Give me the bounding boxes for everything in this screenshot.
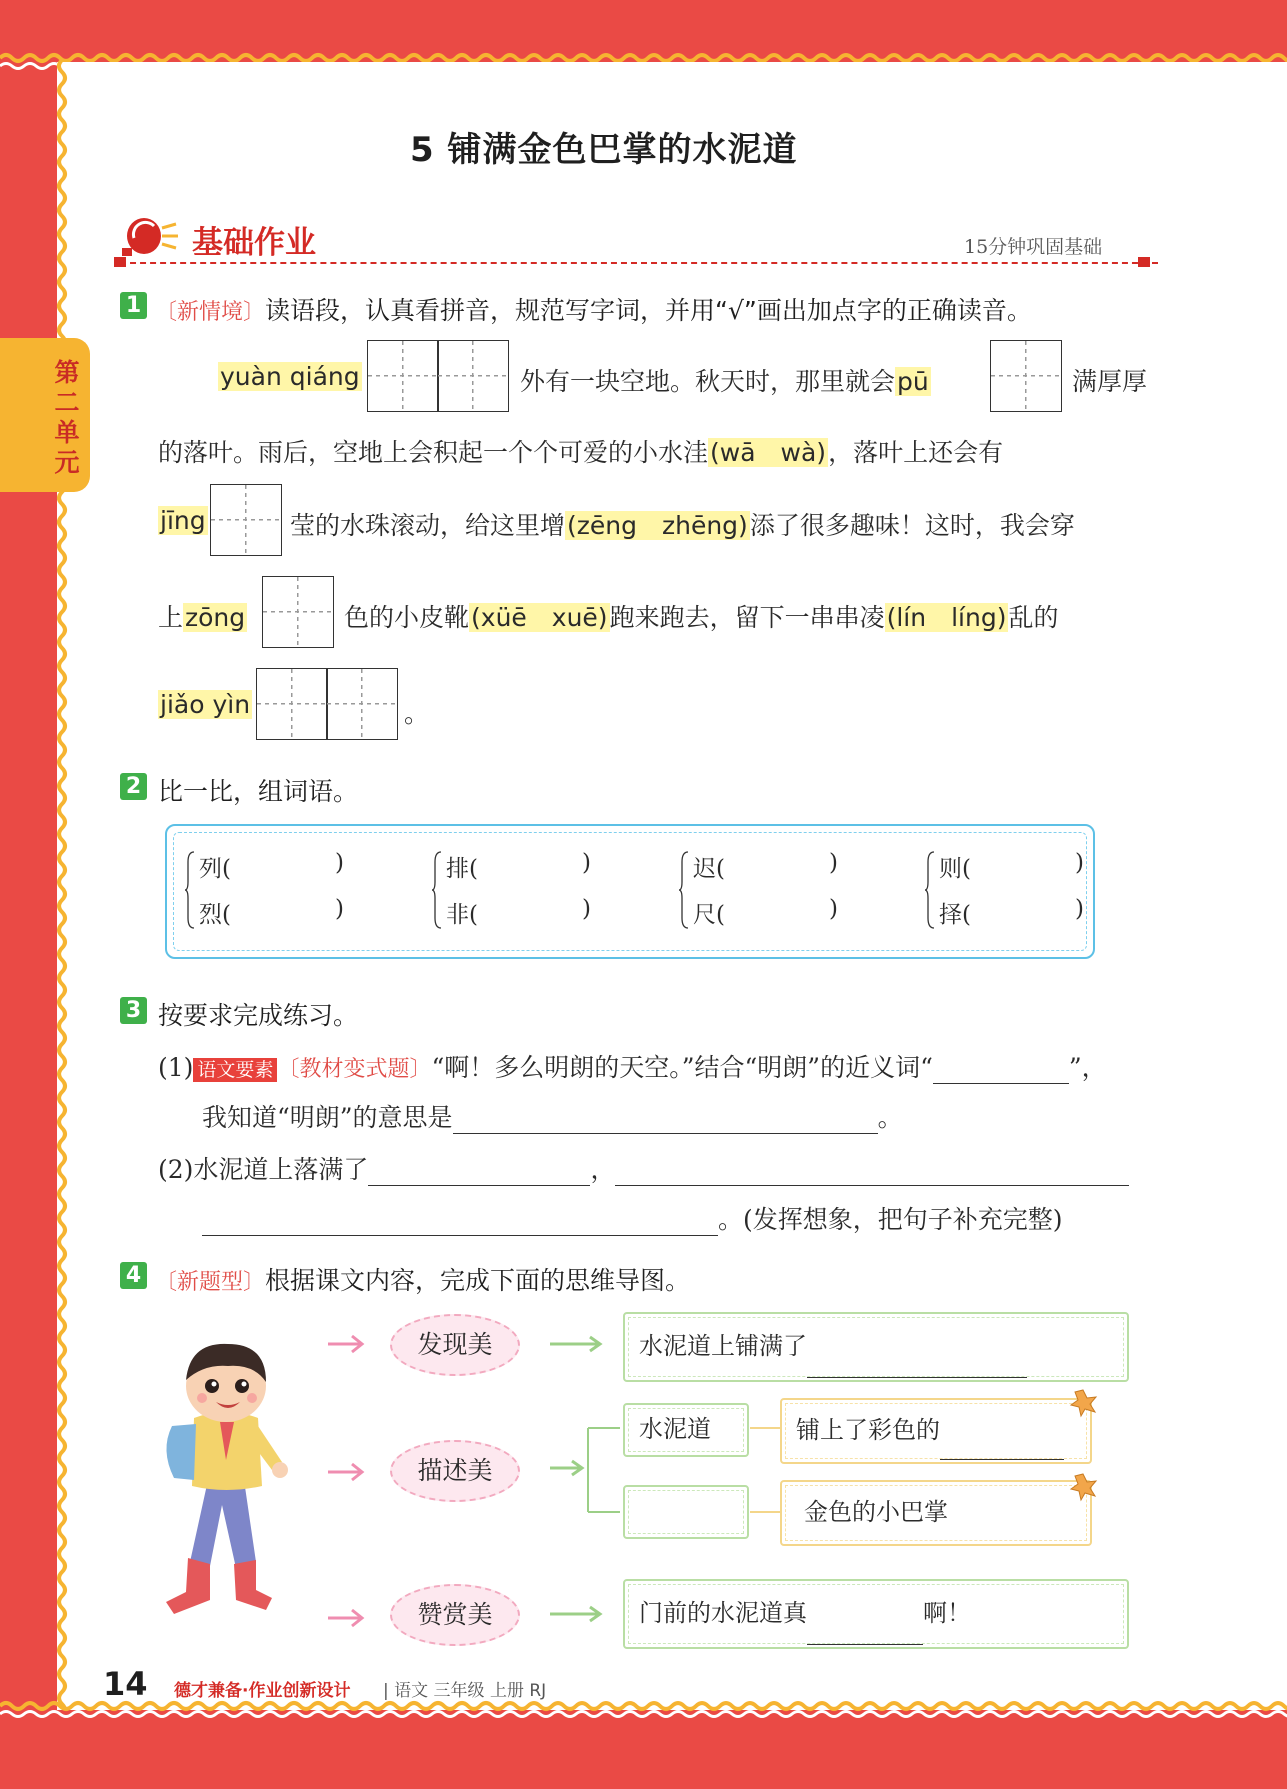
q1-text11: 。 (404, 699, 430, 728)
section-time-note: 15分钟巩固基础 (964, 236, 1103, 258)
question-1-tag: 〔新情境〕 (155, 300, 266, 325)
lesson-title: 5 铺满金色巴掌的水泥道 (410, 130, 798, 170)
box-inner-border (628, 1584, 1124, 1644)
paren-close: ) (829, 896, 838, 922)
pinyin-zong: zōng (185, 603, 246, 632)
q1-text6: 添了很多趣味！这时，我会穿 (749, 511, 1075, 540)
mindmap-box-colorful (780, 1398, 1092, 1464)
pair-char-bottom: 非( (446, 902, 478, 928)
writing-box[interactable] (262, 576, 334, 648)
node-discover-beauty: 发现美 (390, 1314, 520, 1376)
pair-char-bottom: 烈( (199, 902, 231, 928)
word-compare-panel (165, 824, 1095, 959)
footer-book-info: | 语文 三年级 上册 RJ (383, 1681, 547, 1701)
paren-close: ) (582, 896, 591, 922)
q1-text1: 外有一块空地。秋天时，那里就会 (520, 367, 896, 396)
reading-options-xue[interactable]: (xüē xuē) (471, 603, 608, 632)
mindmap-box-praise (623, 1579, 1129, 1649)
reading-options-zeng[interactable]: (zēng zhēng) (567, 511, 748, 540)
q3-part1-line1 (158, 1048, 1107, 1084)
question-4-tag: 〔新题型〕 (155, 1270, 266, 1295)
pair-char-top: 迟( (693, 856, 725, 882)
paren-close: ) (1075, 850, 1084, 876)
pinyin-jing: jīng (160, 506, 206, 535)
reading-options-wa[interactable]: (wā wà) (710, 438, 827, 467)
q3-part2-text: 水泥道上落满了 (193, 1155, 369, 1184)
q1-line2 (158, 433, 1003, 469)
paren-close: ) (335, 896, 344, 922)
question-number-1: 1 (120, 292, 147, 319)
q1-text7: 上 (158, 603, 184, 632)
boy-illustration (150, 1330, 310, 1630)
q1-text9: 跑来跑去，留下一串串凌 (609, 603, 885, 632)
divider-end-right (1138, 257, 1150, 267)
q1-text5: 莹的水珠滚动，给这里增 (290, 511, 566, 540)
q1-line1-a (218, 362, 362, 391)
q3-part1-number: (1) (158, 1053, 194, 1082)
question-number-2: 2 (120, 773, 147, 800)
q1-text4: ，落叶上还会有 (828, 438, 1004, 467)
box-road-text: 水泥道 (639, 1415, 711, 1443)
pair-char-bottom: 择( (939, 902, 971, 928)
box-praise-text: 门前的水泥道真 (639, 1599, 807, 1627)
box-inner-border (785, 1403, 1087, 1459)
word-pair (925, 850, 1125, 930)
writing-box[interactable] (256, 668, 328, 740)
leaf-icon (1068, 1472, 1098, 1502)
q3-part2-number: (2) (158, 1155, 194, 1184)
footer-brand: 德才兼备·作业创新设计 (174, 1681, 351, 1701)
answer-blank[interactable] (368, 1159, 590, 1186)
box-praise-end: 啊！ (923, 1599, 971, 1627)
box-colorful-text: 铺上了彩色的 (796, 1416, 940, 1444)
q1-text10: 乱的 (1008, 603, 1059, 632)
brace-icon (185, 850, 195, 930)
writing-box[interactable] (437, 340, 509, 412)
word-pair (679, 850, 879, 930)
q3-badge: 语文要素 (193, 1058, 277, 1082)
question-number-3: 3 (120, 997, 147, 1024)
paren-close: ) (335, 850, 344, 876)
pinyin-yuan-qiang: yuàn qiáng (220, 362, 360, 391)
node-describe-beauty: 描述美 (390, 1440, 520, 1502)
question-1-text: 读语段，认真看拼音，规范写字词，并用“√”画出加点字的正确读音。 (265, 296, 1032, 325)
q1-text3: 的落叶。雨后，空地上会积起一个个可爱的小水洼 (158, 438, 709, 467)
unit-side-tab (0, 338, 90, 492)
lamp-icon (118, 208, 188, 260)
left-wavy-border (48, 60, 76, 1710)
question-2-prompt: 比一比，组词语。 (158, 777, 359, 806)
q1-line3-a (158, 506, 208, 535)
brace-icon (432, 850, 442, 930)
node-praise-beauty: 赞赏美 (390, 1584, 520, 1646)
paren-close: ) (1075, 896, 1084, 922)
brace-icon (679, 850, 689, 930)
pinyin-pu: pū (897, 367, 929, 396)
section-divider (120, 262, 1158, 264)
q3-part1-line2 (202, 1098, 903, 1134)
box-inner-border (785, 1485, 1087, 1541)
q3-part1-end: ”， (1068, 1053, 1107, 1082)
leaf-icon (1068, 1388, 1098, 1418)
box-inner-border (628, 1490, 744, 1534)
writing-box[interactable] (367, 340, 439, 412)
writing-box[interactable] (990, 340, 1062, 412)
q3-part2-end: 。(发挥想象，把句子补充完整) (718, 1205, 1063, 1234)
brace-icon (925, 850, 935, 930)
answer-blank[interactable] (615, 1159, 1129, 1186)
answer-blank[interactable] (933, 1057, 1069, 1084)
q1-text8: 色的小皮靴 (344, 603, 470, 632)
answer-blank[interactable] (202, 1209, 718, 1236)
mindmap-box-empty[interactable] (623, 1485, 749, 1539)
paren-close: ) (582, 850, 591, 876)
box-golden-palm-text: 金色的小巴掌 (804, 1498, 948, 1526)
box-discover-text: 水泥道上铺满了 (639, 1332, 807, 1360)
q3-part1-line2-text: 我知道“明朗”的意思是 (202, 1103, 453, 1132)
q3-part1-text: “啊！多么明朗的天空。”结合“明朗”的近义词“ (431, 1053, 933, 1082)
unit-side-tab-label: 第二单元 (54, 358, 80, 477)
pair-char-top: 列( (199, 856, 231, 882)
writing-box[interactable] (326, 668, 398, 740)
question-4-prompt (155, 1261, 690, 1297)
question-3-prompt: 按要求完成练习。 (158, 1001, 359, 1030)
divider-end-left (114, 257, 126, 267)
section-heading: 基础作业 (192, 225, 316, 261)
question-4-text: 根据课文内容，完成下面的思维导图。 (265, 1266, 691, 1295)
q1-line3-b (290, 506, 1075, 542)
q1-text2: 满厚厚 (1072, 367, 1148, 396)
q1-line5-a (158, 690, 252, 719)
paren-close: ) (829, 850, 838, 876)
mindmap-box-road (623, 1403, 749, 1457)
q3-part2-line1 (158, 1150, 1129, 1186)
q1-line1-b (520, 362, 931, 398)
answer-blank[interactable] (453, 1107, 878, 1134)
box-inner-border (628, 1317, 1124, 1377)
question-1-prompt (155, 291, 1032, 327)
word-pair (185, 850, 385, 930)
q1-line4-b (344, 598, 1058, 634)
word-pair (432, 850, 632, 930)
q3-part1-dot: 。 (877, 1103, 903, 1132)
q3-part2-comma: ， (590, 1155, 616, 1184)
box-inner-border (628, 1408, 744, 1452)
q1-line4-a (158, 598, 247, 634)
pair-char-top: 排( (446, 856, 478, 882)
mindmap-box-golden-palm (780, 1480, 1092, 1546)
reading-options-ling[interactable]: (lín líng) (886, 603, 1007, 632)
question-number-4: 4 (120, 1262, 147, 1289)
page-number: 14 (103, 1665, 148, 1703)
q3-tag: 〔教材变式题〕 (277, 1057, 432, 1082)
mindmap-box-discover (623, 1312, 1129, 1382)
writing-box[interactable] (210, 484, 282, 556)
pair-char-bottom: 尺( (693, 902, 725, 928)
pinyin-jiao-yin: jiǎo yìn (160, 690, 251, 719)
pair-char-top: 则( (939, 856, 971, 882)
q3-part2-line2 (202, 1200, 1063, 1236)
